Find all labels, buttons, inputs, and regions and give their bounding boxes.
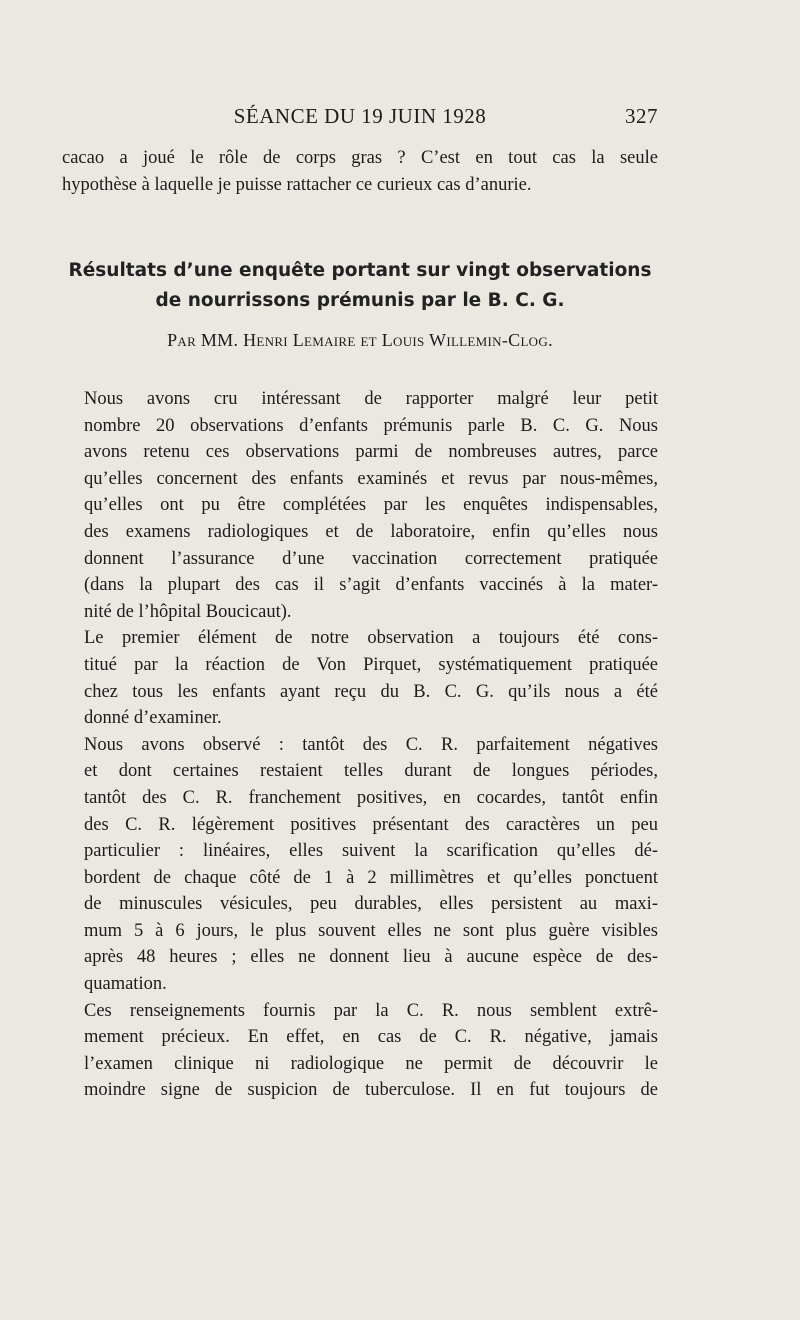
article-body — [62, 386, 658, 1104]
article-title-line: de nourrissons prémunis par le B. C. G. — [155, 290, 565, 311]
text-line: des examens radiologiques et de laboratoire, enfin qu’elles nous — [84, 521, 658, 542]
text-line: (dans la plupart des cas il s’agit d’enfants vaccinés à la mater- — [84, 575, 658, 596]
paragraph — [62, 998, 658, 1104]
paragraph — [62, 386, 658, 625]
text-line: titué par la réaction de Von Pirquet, systématiquement pratiquée — [84, 654, 658, 675]
text-line: des C. R. légèrement positives présentant des caractères un peu — [84, 814, 658, 835]
text-line: mement précieux. En effet, en cas de C. R. négative, jamais — [84, 1027, 658, 1048]
text-line: chez tous les enfants ayant reçu du B. C. G. qu’ils nous a été — [84, 681, 658, 702]
running-title: SÉANCE DU 19 JUIN 1928 — [233, 104, 487, 128]
text-line: qu’elles concernent des enfants examinés et revus par nous-mêmes, — [84, 468, 658, 489]
text-line: avons retenu ces observations parmi de nombreuses autres, parce — [84, 442, 658, 463]
paragraph — [62, 732, 658, 998]
text-line: après 48 heures ; elles ne donnent lieu à aucune espèce de des- — [84, 947, 658, 968]
intro-paragraph — [62, 145, 658, 198]
article-authors: Par MM. Henri Lemaire et Louis Willemin-Clog. — [167, 330, 553, 350]
text-line: Nous avons observé : tantôt des C. R. parfaitement négatives — [84, 734, 658, 755]
text-line: donné d’examiner. — [84, 708, 222, 729]
text-line: mum 5 à 6 jours, le plus souvent elles ne sont plus guère visibles — [84, 920, 658, 941]
text-line: hypothèse à laquelle je puisse rattacher ce curieux cas d’anurie. — [62, 174, 532, 195]
text-line: et dont certaines restaient telles durant de longues périodes, — [84, 761, 658, 782]
text-line: nombre 20 observations d’enfants prémunis parle B. C. G. Nous — [84, 415, 658, 436]
text-line: tantôt des C. R. franchement positives, en cocardes, tantôt enfin — [84, 787, 658, 808]
text-line: nité de l’hôpital Boucicaut). — [84, 601, 292, 622]
text-line: Nous avons cru intéressant de rapporter malgré leur petit — [84, 389, 658, 409]
text-line: Ces renseignements fournis par la C. R. nous semblent extrê- — [84, 1000, 658, 1021]
paragraph — [62, 625, 658, 731]
text-line: l’examen clinique ni radiologique ne permit de découvrir le — [84, 1053, 658, 1074]
text-line: particulier : linéaires, elles suivent la scarification qu’elles dé- — [84, 841, 658, 862]
text-line: de minuscules vésicules, peu durables, elles persistent au maxi- — [84, 894, 658, 915]
text-line: qu’elles ont pu être complétées par les enquêtes indispensables, — [84, 495, 658, 516]
article-title — [62, 256, 658, 316]
text-line: donnent l’assurance d’une vaccination correctement pratiquée — [84, 548, 658, 569]
text-line: moindre signe de suspicion de tuberculose. Il en fut toujours de — [84, 1080, 658, 1101]
text-line: Le premier élément de notre observation a toujours été cons- — [84, 628, 658, 649]
article-title-line: Résultats d’une enquête portant sur vingt observations — [68, 260, 652, 281]
text-line: quamation. — [84, 974, 167, 995]
text-line: bordent de chaque côté de 1 à 2 millimètres et qu’elles ponctuent — [84, 867, 658, 888]
page-number: 327 — [625, 104, 658, 128]
text-line: cacao a joué le rôle de corps gras ? C’est en tout cas la seule — [62, 148, 658, 168]
running-head — [62, 104, 658, 134]
